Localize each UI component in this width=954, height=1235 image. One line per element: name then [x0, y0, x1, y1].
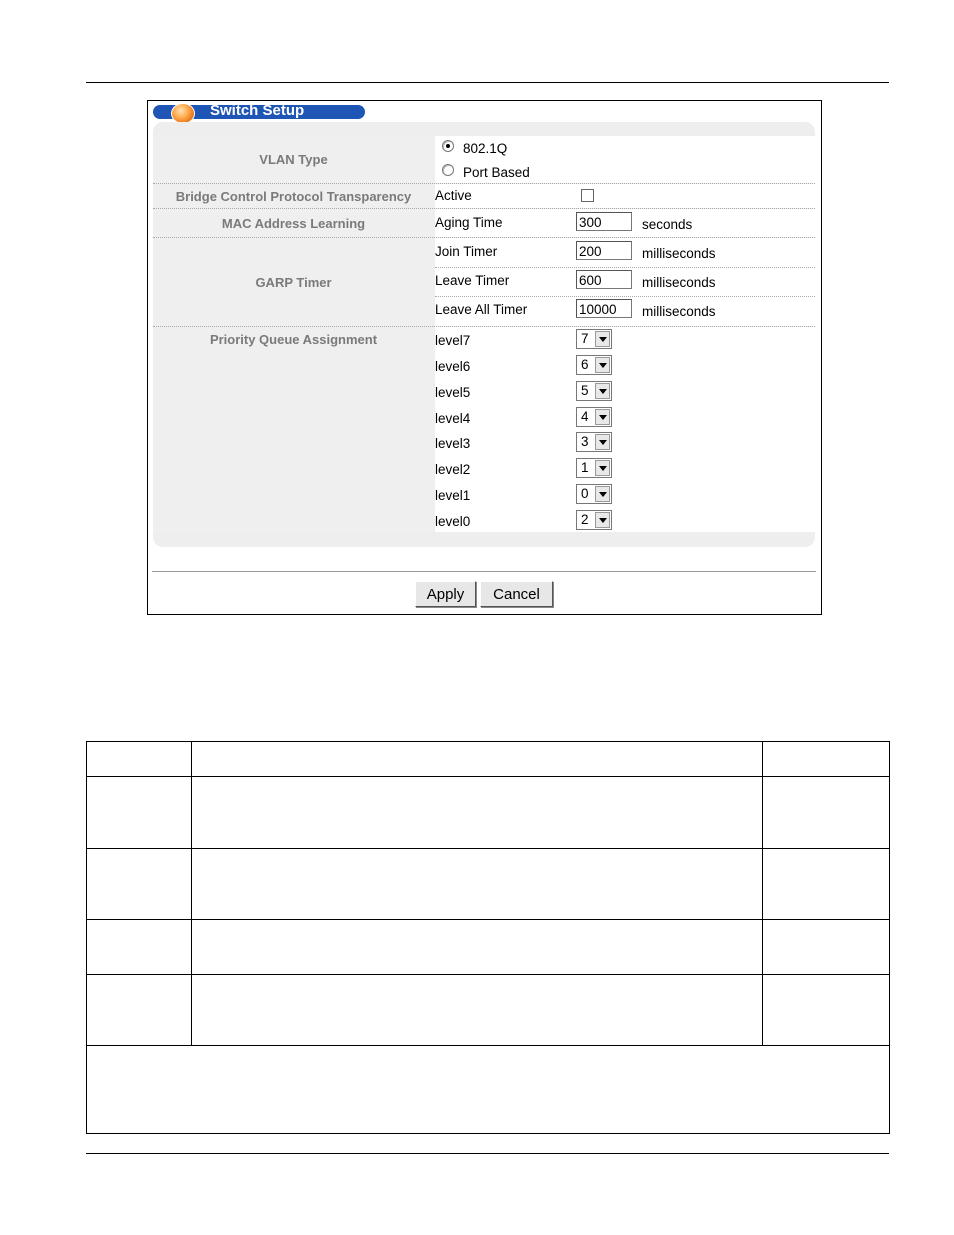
table-row-divider [87, 919, 889, 920]
settings-form [153, 122, 815, 547]
level7-select[interactable] [576, 329, 612, 349]
vlan-type-label: VLAN Type [153, 136, 434, 183]
level4-label: level4 [435, 411, 471, 426]
level7-value: 7 [581, 331, 589, 346]
priority-queue-label: Priority Queue Assignment [153, 327, 434, 532]
orb-icon [171, 103, 195, 124]
level6-label: level6 [435, 359, 471, 374]
level5-value: 5 [581, 383, 589, 398]
footer-rule [86, 1153, 889, 1154]
aging-time-unit: seconds [642, 217, 693, 232]
join-timer-input[interactable]: 200 [576, 241, 632, 260]
chevron-down-icon [595, 434, 610, 450]
table-column-divider [191, 742, 192, 1046]
level4-select[interactable] [576, 407, 612, 427]
level2-value: 1 [581, 460, 589, 475]
garp-timer-row [153, 238, 815, 327]
join-timer-unit: milliseconds [642, 246, 716, 261]
panel-title: Switch Setup [210, 102, 305, 119]
table-column-divider [762, 742, 763, 1046]
cancel-button[interactable]: Cancel [480, 581, 553, 607]
leave-timer-label: Leave Timer [435, 273, 510, 288]
radio-port-based-label: Port Based [463, 165, 530, 180]
level5-label: level5 [435, 385, 471, 400]
header-rule [86, 82, 889, 83]
radio-8021q[interactable] [442, 140, 454, 152]
panel-title-bar [153, 102, 365, 119]
radio-8021q-label: 802.1Q [463, 141, 508, 156]
apply-button[interactable]: Apply [415, 581, 476, 607]
radio-port-based[interactable] [442, 164, 454, 176]
level1-select[interactable] [576, 484, 612, 504]
level3-select[interactable] [576, 432, 612, 452]
active-checkbox[interactable] [581, 189, 594, 202]
level3-value: 3 [581, 434, 589, 449]
leave-all-timer-row [435, 297, 815, 326]
chevron-down-icon [595, 409, 610, 425]
aging-time-label: Aging Time [435, 215, 503, 230]
level2-select[interactable] [576, 458, 612, 478]
join-timer-label: Join Timer [435, 244, 498, 259]
leave-timer-unit: milliseconds [642, 275, 716, 290]
bridge-control-row [153, 184, 815, 209]
aging-time-input[interactable]: 300 [576, 212, 632, 231]
level0-label: level0 [435, 514, 471, 529]
bridge-control-label: Bridge Control Protocol Transparency [153, 184, 434, 208]
chevron-down-icon [595, 486, 610, 502]
level2-label: level2 [435, 462, 471, 477]
level4-value: 4 [581, 409, 589, 424]
level6-value: 6 [581, 357, 589, 372]
garp-timer-label: GARP Timer [153, 238, 434, 326]
table-row-divider [87, 1045, 889, 1046]
chevron-down-icon [595, 357, 610, 373]
chevron-down-icon [595, 331, 610, 347]
join-timer-row [435, 238, 815, 268]
level1-label: level1 [435, 488, 471, 503]
mac-learning-value [435, 209, 815, 237]
leave-timer-row [435, 268, 815, 297]
table-row-divider [87, 848, 889, 849]
vlan-type-options [435, 136, 815, 183]
leave-timer-input[interactable]: 600 [576, 270, 632, 289]
description-table [86, 741, 890, 1134]
level3-label: level3 [435, 436, 471, 451]
vlan-type-row [153, 136, 815, 184]
level0-select[interactable] [576, 510, 612, 530]
mac-learning-label: MAC Address Learning [153, 209, 434, 237]
level6-select[interactable] [576, 355, 612, 375]
leave-all-timer-input[interactable]: 10000 [576, 299, 632, 318]
priority-queue-row [153, 327, 815, 532]
active-label: Active [435, 188, 472, 203]
garp-timer-values [435, 238, 815, 326]
table-row-divider [87, 974, 889, 975]
level7-label: level7 [435, 333, 471, 348]
level1-value: 0 [581, 486, 589, 501]
footer-divider [152, 571, 816, 572]
switch-setup-panel [147, 100, 822, 615]
mac-learning-row [153, 209, 815, 238]
level0-value: 2 [581, 512, 589, 527]
chevron-down-icon [595, 512, 610, 528]
priority-queue-values [435, 327, 815, 532]
chevron-down-icon [595, 460, 610, 476]
leave-all-timer-label: Leave All Timer [435, 302, 528, 317]
level5-select[interactable] [576, 381, 612, 401]
leave-all-timer-unit: milliseconds [642, 304, 716, 319]
chevron-down-icon [595, 383, 610, 399]
bridge-control-value [435, 184, 815, 208]
table-row-divider [87, 776, 889, 777]
